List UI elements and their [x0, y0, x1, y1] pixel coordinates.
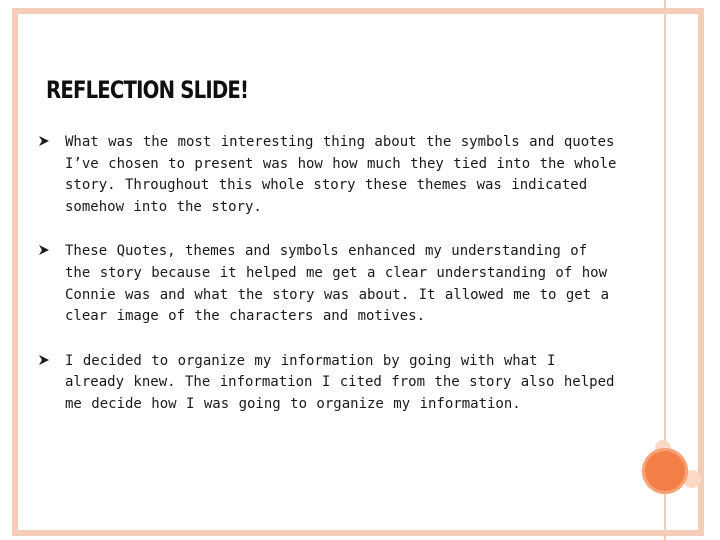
arrow-head-bullet-icon	[38, 244, 50, 256]
bullet-item	[38, 132, 618, 218]
decorative-circle-orange	[642, 448, 688, 494]
slide-title: REFLECTION SLIDE!	[46, 76, 249, 104]
bullet-list	[38, 132, 618, 416]
bullet-text: I decided to organize my information by going with what I already knew. The information I cited from the story also helped me decide how I was going to organize my information.	[65, 352, 615, 412]
bullet-text: What was the most interesting thing about the symbols and quotes I’ve chosen to present was how how much they tied into the whole story. Throughout this whole story these themes was indicated somehow into the story.	[65, 134, 617, 215]
bullet-item	[38, 241, 618, 327]
bullet-text: These Quotes, themes and symbols enhanced my understanding of the story because it helped me get a clear understanding of how Connie was and what the story was about. It allowed me to get a clear image of the characters and motives.	[65, 243, 610, 325]
arrow-head-bullet-icon	[38, 354, 50, 366]
arrow-head-bullet-icon	[38, 135, 50, 147]
bullet-item	[38, 351, 618, 416]
